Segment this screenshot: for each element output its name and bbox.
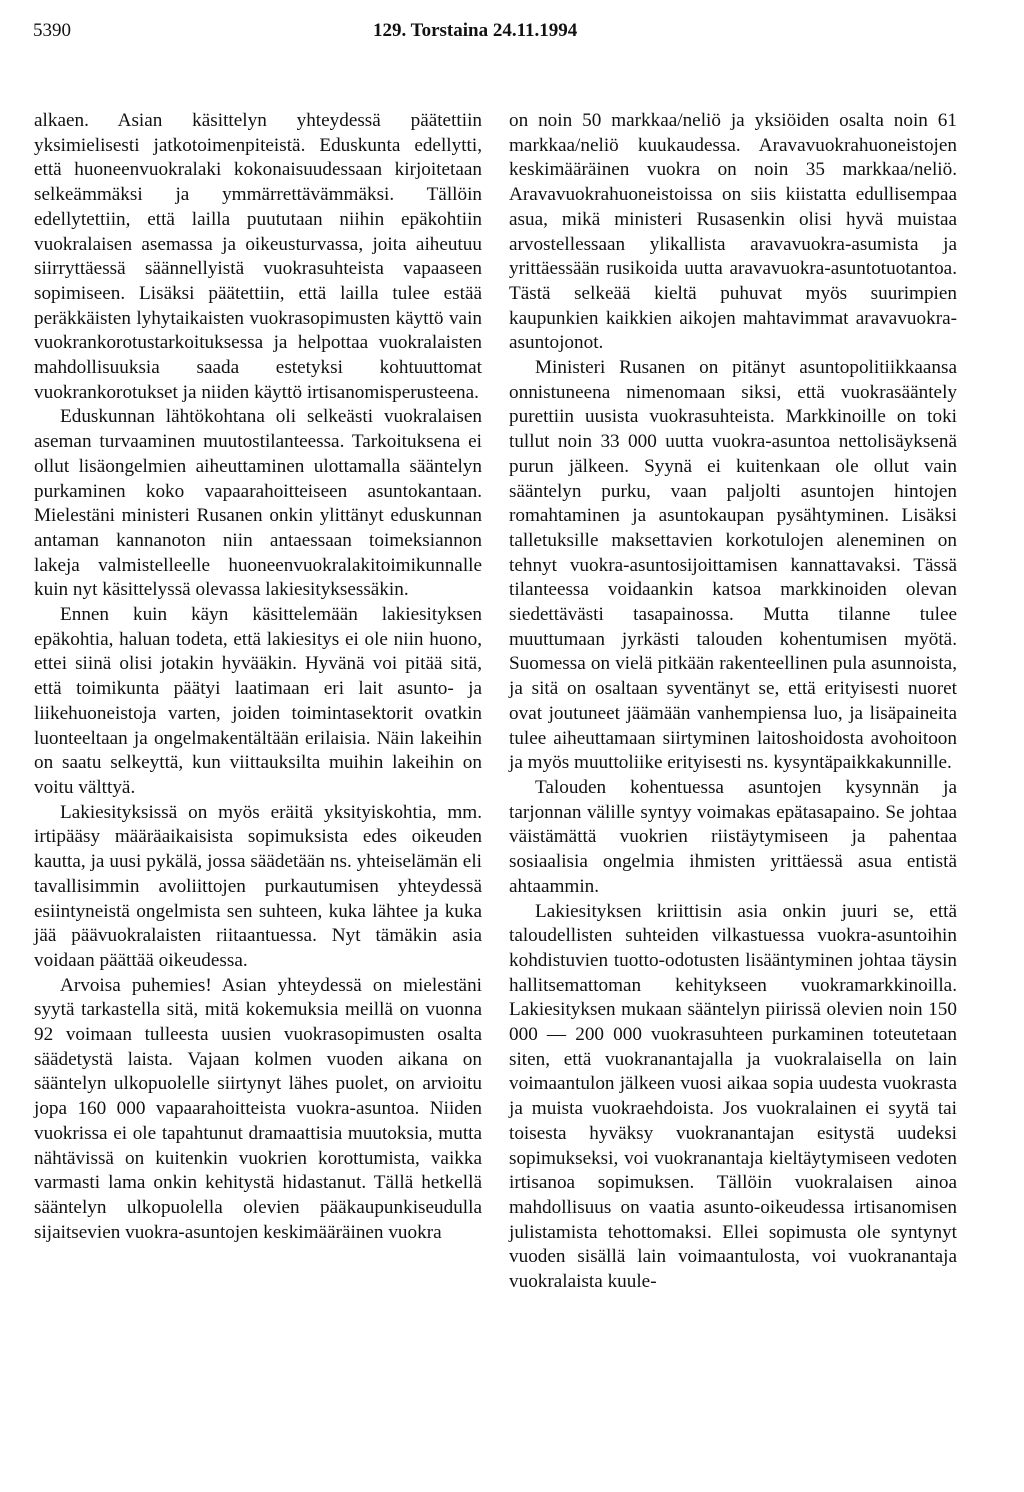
paragraph: on noin 50 markkaa/neliö ja yksiöiden osalta noin 61 markkaa/neliö kuukaudessa. Aravavuokrahuoneistojen keskimääräinen vuokra on noin 35 markkaa/neliö. Aravavuokrahuoneistoissa on siis kiistatta edullisempaa asua, mikä ministeri Rusasenkin olisi hyvä muistaa arvostellessaan ylikallista aravavuokra-asumista ja yrittäessään rusikoida uutta aravavuokra-asuntotuotantoa. Tästä selkeää kieltä puhuvat myös suurimpien kaupunkien kaikkien aikojen mahtavimmat aravavuokra-asuntojonot. bbox=[509, 110, 957, 354]
paragraph: Eduskunnan lähtökohtana oli selkeästi vuokralaisen aseman turvaaminen muutostilanteessa. Tarkoituksena ei ollut lisäongelmien aiheuttaminen ulottamalla sääntelyn purkaminen koko vapaarahoitteiseen asuntokantaan. Mielestäni ministeri Rusanen onkin ylittänyt eduskunnan antaman kannanoton niin antaessaan toimeksiannon lakeja valmistelleelle huoneenvuokralakitoimikunnalle kuin nyt käsittelyssä olevassa lakiesityksessäkin. bbox=[34, 406, 482, 601]
paragraph: Ennen kuin käyn käsittelemään lakiesityksen epäkohtia, haluan todeta, että lakiesitys ei ole niin huono, ettei siinä olisi jotakin hyvääkin. Hyvänä voi pitää sitä, että toimikunta päätyi laatimaan eri lait asunto- ja liikehuoneistoja varten, joiden toimintasektorit ovatkin luonteeltaan ja ongelmakentältään erilaisia. Näin lakeihin on saatu selkeyttä, kun viittauksilta muihin lakeihin on voitu välttyä. bbox=[34, 604, 482, 798]
paragraph: Lakiesityksissä on myös eräitä yksityiskohtia, mm. irtipääsy määräaikaisista sopimuksista edes oikeuden kautta, ja uusi pykälä, jossa säädetään ns. yhteiselämän eli tavallisimmin avoliittojen purkautumisen yhteydessä esiintyneistä ongelmista sen suhteen, kuka lähtee ja kuka jää päävuokralaisten riitaantuessa. Nyt tämäkin asia voidaan päättää oikeudessa. bbox=[34, 801, 482, 971]
paragraph: Arvoisa puhemies! Asian yhteydessä on mielestäni syytä tarkastella sitä, mitä kokemuksia meillä on vuonna 92 voimaan tulleesta uusien vuokrasopimusten osalta säädetystä laista. Vajaan kolmen vuoden aikana on sääntelyn ulkopuolelle siirtynyt lähes puolet, on arvioitu jopa 160 000 vapaarahoitteista vuokra-asuntoa. Niiden vuokrissa ei ole tapahtunut dramaattisia muutoksia, mutta nähtävissä on kuitenkin vuokrien korottumista, vaikka varmasti lama onkin kehitystä hidastanut. Tällä hetkellä sääntelyn ulkopuolella olevien pääkaupunkiseudulla sijaitsevien vuokra-asuntojen keskimääräinen vuokra bbox=[34, 974, 482, 1243]
paragraph: Talouden kohentuessa asuntojen kysynnän ja tarjonnan välille syntyy voimakas epätasapaino. Se johtaa väistämättä vuokrien riistäytymiseen ja pahentaa sosiaalisia ongelmia ihmisten yrittäessä asua entistä ahtaammin. bbox=[509, 776, 957, 897]
paragraph: Lakiesityksen kriittisin asia onkin juuri se, että taloudellisten suhteiden vilkastuessa vuokra-asuntoihin kohdistuvien tuotto-odotusten lisääntyminen johtaa täysin hallitsemattoman kehitykseen vuokramarkkinoilla. Lakiesityksen mukaan sääntelyn piirissä olevien noin 150 000 — 200 000 vuokrasuhteen purkaminen toteutetaan siten, että vuokranantajalla ja vuokralaisella on lain voimaantulon jälkeen vuosi aikaa sopia uudesta vuokrasta ja muista vuokraehdoista. Jos vuokralainen ei syytä tai toisesta hyväksy vuokranantajan esitystä uudeksi sopimukseksi, voi vuokranantaja kieltäytymiseen vedoten irtisanoa sopimuksen. Tällöin vuokralaisen ainoa mahdollisuus on vaatia asunto-oikeudessa irtisanomisen julistamista tehottomaksi. Ellei sopimusta ole syntynyt vuoden sisällä lain voimaantulosta, voi vuokranantaja vuokralaista kuule- bbox=[509, 900, 957, 1293]
page-number: 5390 bbox=[33, 20, 71, 41]
paragraph: alkaen. Asian käsittelyn yhteydessä päätettiin yksimielisesti jatkotoimenpiteistä. Eduskunta edellytti, että huoneenvuokralaki kokonaisuudessaan kirjoitetaan selkeämmäksi ja ymmärrettävämmäksi. Tällöin edellytettiin, että lailla puututaan niihin epäkohtiin vuokralaisen asemassa ja oikeusturvassa, joita aiheutuu siirryttäessä säännellyistä vuokrasuhteista vapaaseen sopimiseen. Lisäksi päätettiin, että lailla tulee estää peräkkäisten lyhytaikaisten vuokrasopimusten käyttö vain vuokrankorotustarkoituksessa ja helpottaa vuokralaisten mahdollisuuksia saada estetyksi kohtuuttomat vuokrankorotukset ja niiden käyttö irtisanomisperusteena. bbox=[34, 110, 482, 403]
right-column bbox=[509, 109, 957, 1295]
paragraph: Ministeri Rusanen on pitänyt asuntopolitiikkaansa onnistuneena nimenomaan siksi, että vuokrasääntely purettiin uusista vuokrasuhteista. Markkinoille on toki tullut noin 33 000 uutta vuokra-asuntoa nettolisäyksenä purun jälkeen. Syynä ei kuitenkaan ole ollut vain sääntelyn purku, vaan paljolti asuntojen hintojen romahtaminen ja asuntokaupan pysähtyminen. Lisäksi talletuksille maksettavien korkotulojen aleneminen on tehnyt vuokra-asuntosijoittamisen kannattavaksi. Tässä tilanteessa voidaankin katsoa markkinoiden olevan siedettävästi tasapainossa. Mutta tilanne tulee muuttumaan jyrkästi talouden kohentumisen myötä. Suomessa on vielä pitkään rakenteellinen pula asunnoista, ja sitä on osaltaan syventänyt se, että erityisesti nuoret ovat joutuneet jäämään vanhempiensa luo, ja lisäpaineita tulee aiheuttamaan siirtyminen laitoshoidosta avohoitoon ja myös muuttoliike erityisesti ns. kysyntäpaikkakunnille. bbox=[509, 357, 957, 774]
left-column bbox=[34, 109, 482, 1245]
session-header: 129. Torstaina 24.11.1994 bbox=[373, 20, 578, 41]
